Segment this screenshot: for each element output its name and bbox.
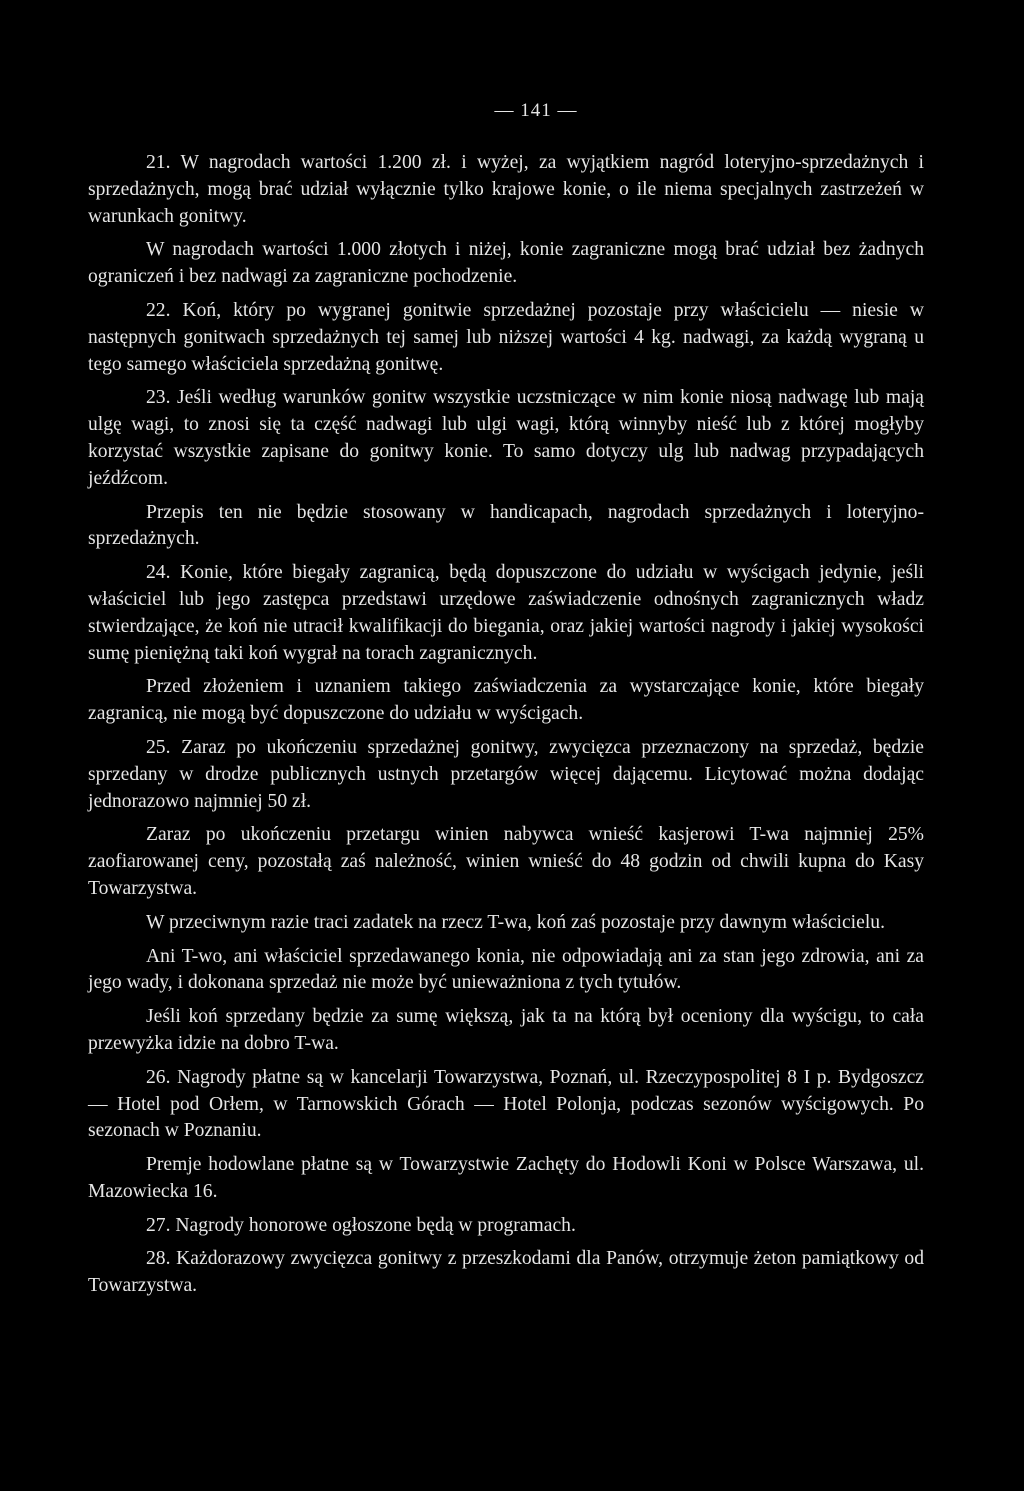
paragraph-27: 27. Nagrody honorowe ogłoszone będą w programach.: [146, 1214, 576, 1236]
paragraph-26-continuation: Premje hodowlane płatne są w Towarzystwie Zachęty do Hodowli Koni w Polsce Warszawa, ul. Mazowiecka 16.: [88, 1154, 924, 1202]
page-number: — 141 —: [494, 100, 578, 121]
paragraph-28: 28. Każdorazowy zwycięzca gonitwy z przeszkodami dla Panów, otrzymuje żeton pamiątkowy od Towarzystwa.: [88, 1248, 924, 1297]
paragraph-26: 26. Nagrody płatne są w kancelarji Towarzystwa, Poznań, ul. Rzeczypospolitej 8 I p. Bydgoszcz — Hotel pod Orłem, w Tarnowskich Górach — Hotel Polonja, podczas sezonów wyścigowych. Po sezonach w Poznaniu.: [88, 1066, 924, 1142]
paragraph-25: 25. Zaraz po ukończeniu sprzedażnej gonitwy, zwycięzca przeznaczony na sprzedaż, będzie sprzedany w drodze publicznych ustnych przetargów więcej dającemu. Licytować można dodając jednorazowo najmniej 50 zł.: [88, 736, 924, 812]
paragraph-24: 24. Konie, które biegały zagranicą, będą dopuszczone do udziału w wyścigach jedynie, jeśli właściciel lub jego zastępca przedstawi urzędowe zaświadczenie odnośnych zagranicznych władz stwierdzające, że koń nie utracił kwalifikacji do biegania, oraz jakiej wartości nagrody i jakiej wysokości sumę pieniężną taki koń wygrał na torach zagranicznych.: [88, 562, 924, 664]
paragraph-25-forfeit: W przeciwnym razie traci zadatek na rzecz T-wa, koń zaś pozostaje przy dawnym właścicielu.: [146, 911, 885, 933]
paragraph-23-continuation: Przepis ten nie będzie stosowany w handicapach, nagrodach sprzedażnych i loteryjno-sprzedażnych.: [88, 501, 924, 550]
paragraph-23: 23. Jeśli według warunków gonitw wszystkie uczstniczące w nim konie niosą nadwagę lub mają ulgę wagi, to znosi się ta część nadwagi lub ulgi wagi, którą winnyby nieść lub z której mogłyby korzystać wszystkie zapisane do gonitwy konie. To samo dotyczy ulg lub nadwag przypadających jeźdźcom.: [88, 387, 924, 489]
paragraph-21: 21. W nagrodach wartości 1.200 zł. i wyżej, za wyjątkiem nagród loteryjno-sprzedażnych i sprzedażnych, mogą brać udział wyłącznie tylko krajowe konie, o ile niema specjalnych zastrzeżeń w warunkach gonitwy.: [88, 152, 924, 227]
paragraph-25-liability: Ani T-wo, ani właściciel sprzedawanego konia, nie odpowiadają ani za stan jego zdrowia, ani za jego wady, i dokonana sprzedaż nie może być unieważniona z tych tytułów.: [88, 945, 924, 994]
paragraph-24-continuation: Przed złożeniem i uznaniem takiego zaświadczenia za wystarczające konie, które biegały zagranicą, nie mogą być dopuszczone do udziału w wyścigach.: [88, 676, 924, 725]
paragraph-25-surplus: Jeśli koń sprzedany będzie za sumę większą, jak ta na którą był oceniony dla wyścigu, to cała przewyżka idzie na dobro T-wa.: [88, 1006, 924, 1054]
paragraph-22: 22. Koń, który po wygranej gonitwie sprzedażnej pozostaje przy właścicielu — niesie w następnych gonitwach sprzedażnych tej samej lub niższej wartości 4 kg. nadwagi, za każdą wygraną u tego samego właściciela sprzedażną gonitwę.: [88, 299, 924, 375]
paragraph-21-continuation: W nagrodach wartości 1.000 złotych i niżej, konie zagraniczne mogą brać udział bez żadnych ograniczeń i bez nadwagi za zagraniczne pochodzenie.: [88, 239, 924, 288]
paragraph-25-payment: Zaraz po ukończeniu przetargu winien nabywca wnieść kasjerowi T-wa najmniej 25% zaofiarowanej ceny, pozostałą zaś należność, winien wnieść do 48 godzin od chwili kupna do Kasy Towarzystwa.: [88, 824, 924, 899]
document-body: [88, 150, 924, 1307]
